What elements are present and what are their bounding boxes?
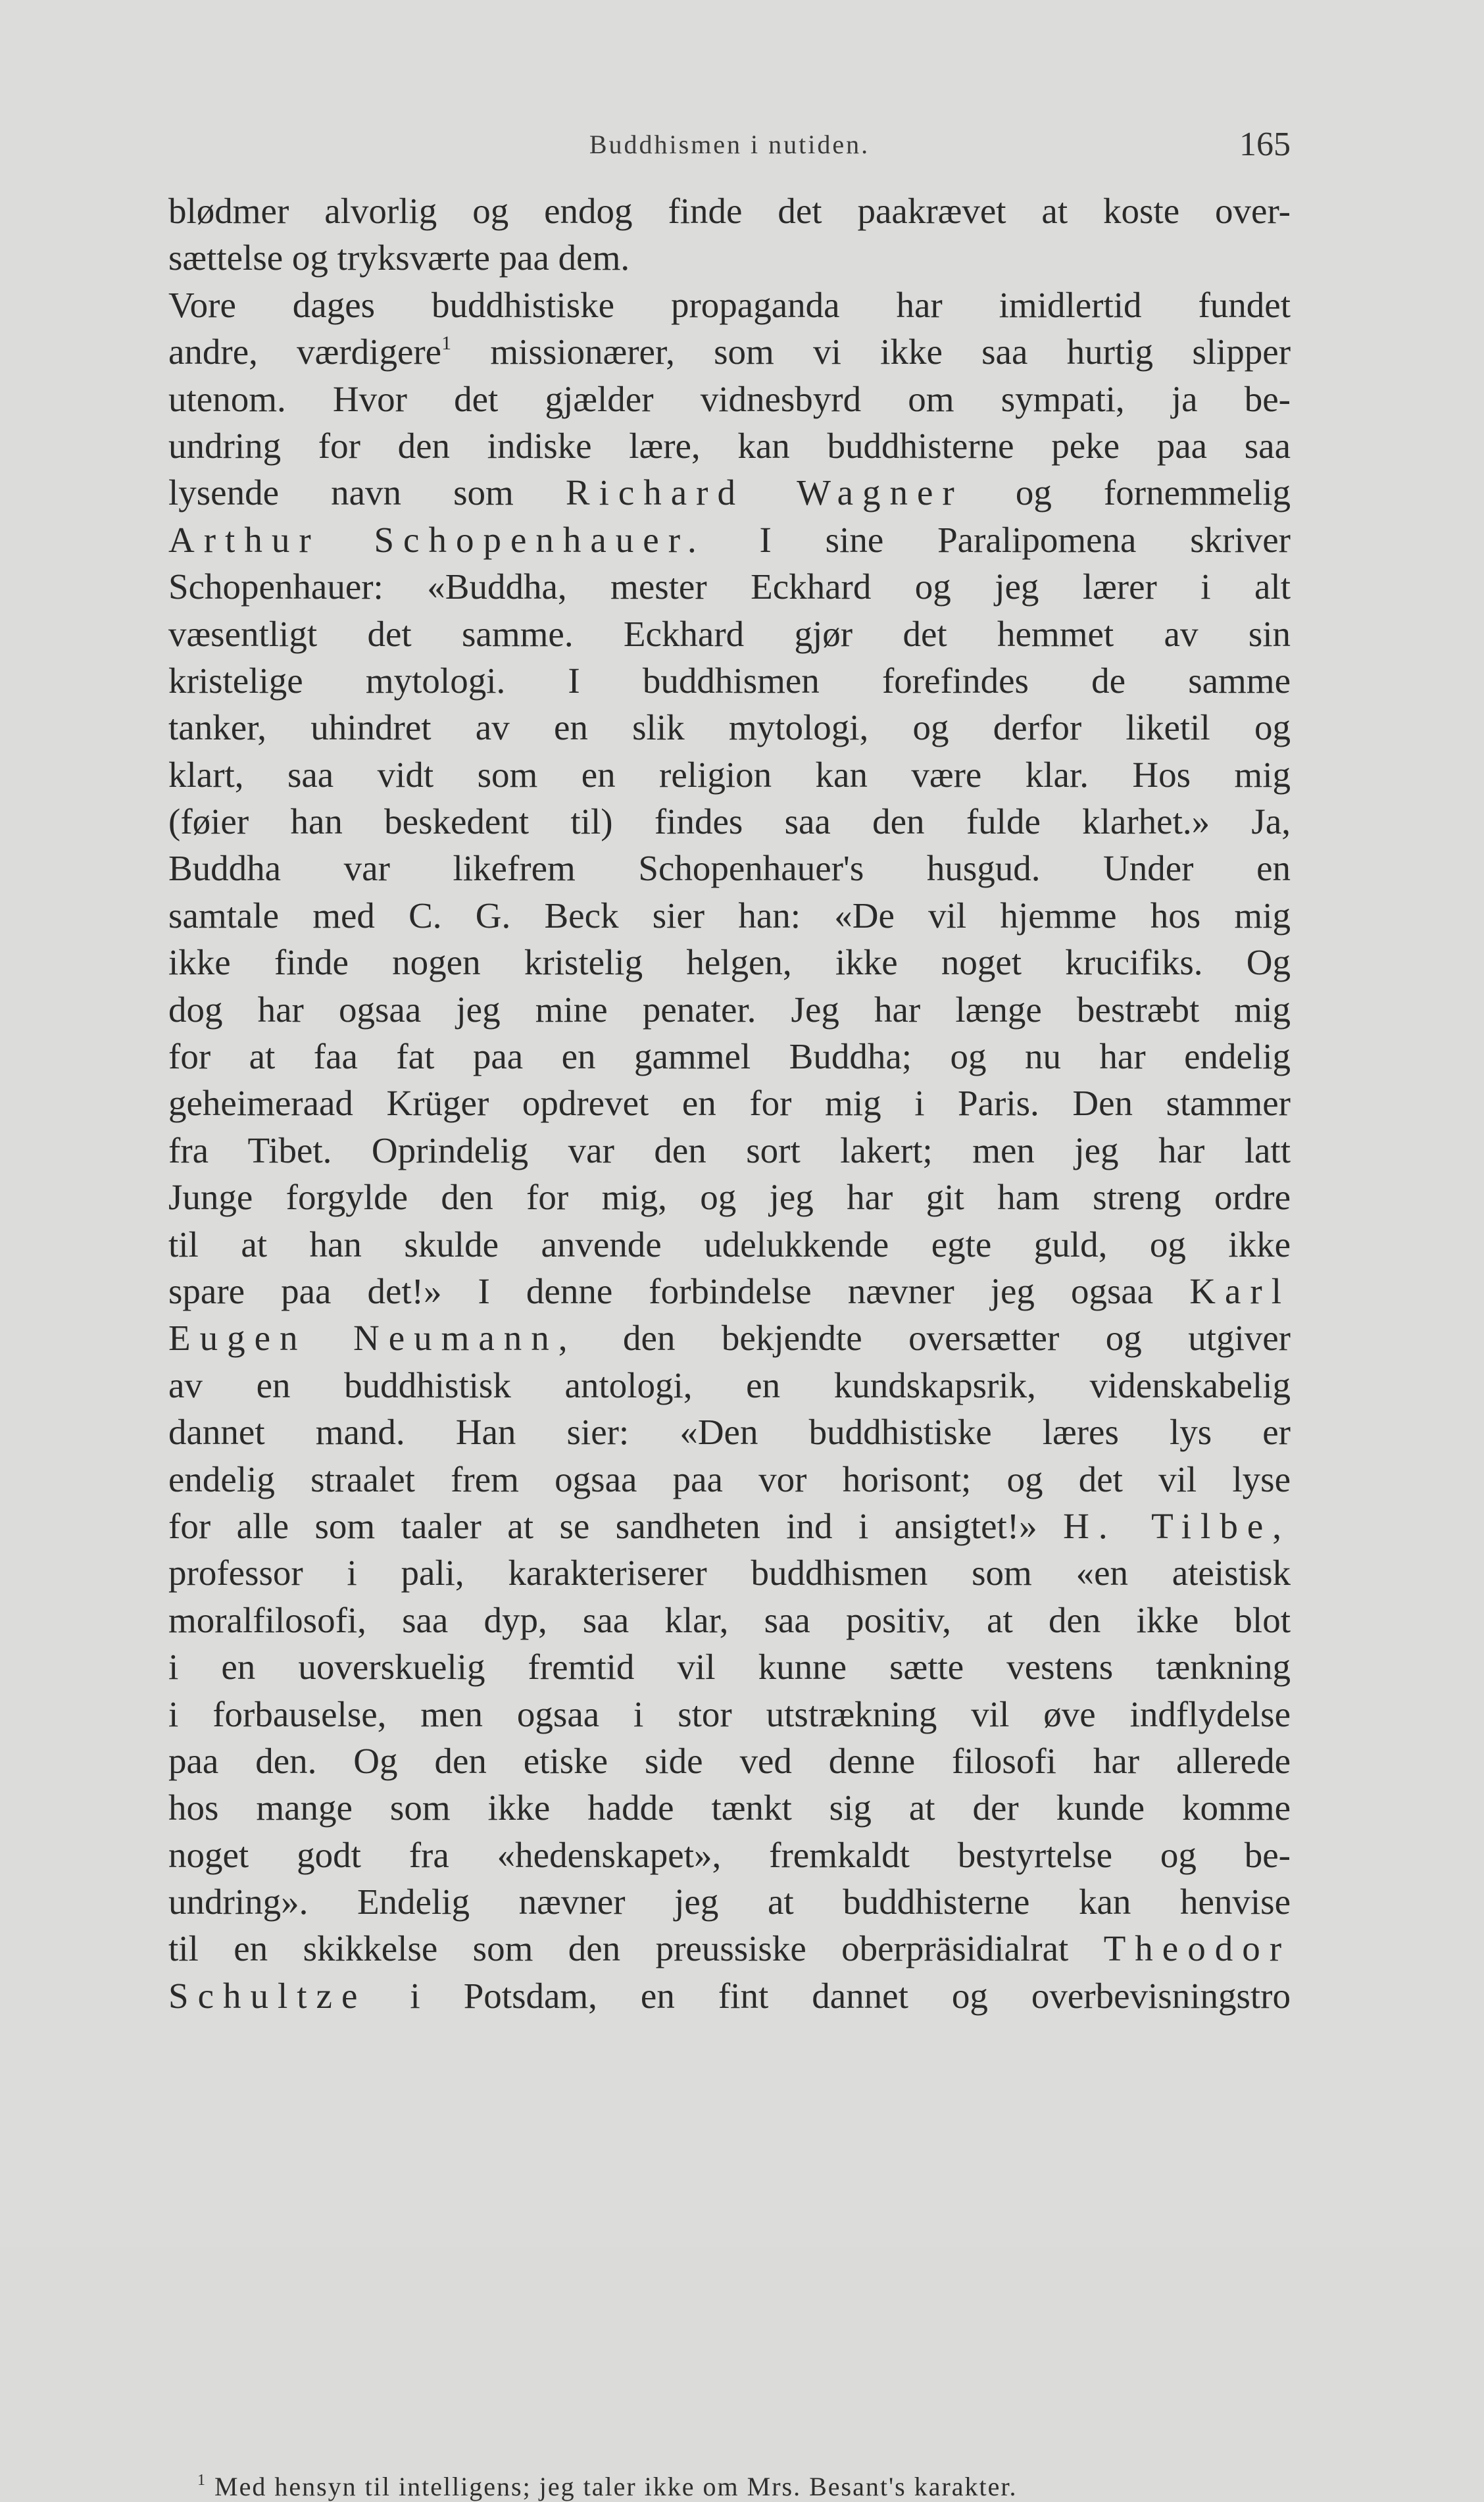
text-line: (føier han beskedent til) findes saa den fulde klarhet.» Ja, (168, 801, 1291, 842)
text-line: undring». Endelig nævner jeg at buddhisterne kan henvise (168, 1882, 1291, 1922)
spaced-name: Karl (1189, 1270, 1291, 1311)
text-line: Schopenhauer: «Buddha, mester Eckhard og jeg lærer i alt (168, 566, 1291, 607)
spaced-name: H. Tilbe, (1063, 1505, 1291, 1546)
text-line: ikke finde nogen kristelig helgen, ikke noget krucifiks. Og (168, 942, 1291, 983)
text-line: blødmer alvorlig og endog finde det paakrævet at koste over- (168, 191, 1291, 231)
text-line: paa den. Og den etiske side ved denne filosofi har allerede (168, 1740, 1291, 1781)
text-line: kristelige mytologi. I buddhismen forefindes de samme (168, 660, 1291, 701)
spaced-name: Neumann, (353, 1318, 577, 1359)
text-line: samtale med C. G. Beck sier han: «De vil hjemme hos mig (168, 895, 1291, 936)
footnote (197, 2471, 1018, 2502)
text-line: væsentligt det samme. Eckhard gjør det hemmet av sin (168, 613, 1291, 654)
text-line: fra Tibet. Oprindelig var den sort lakert; men jeg har latt (168, 1130, 1291, 1170)
text-line: Eugen Neumann, den bekjendte oversætter og utgiver (168, 1318, 1291, 1359)
text-line: dog har ogsaa jeg mine penater. Jeg har længe bestræbt mig (168, 989, 1291, 1030)
footnote-marker: 1 (441, 332, 452, 355)
spaced-name: Eugen (168, 1318, 307, 1359)
text-line: endelig straalet frem ogsaa paa vor horisont; og det vil lyse (168, 1459, 1291, 1499)
text-line: Buddha var likefrem Schopenhauer's husgud. Under en (168, 848, 1291, 889)
text-line: for alle som taaler at se sandheten ind i ansigtet!» H. Tilbe, (168, 1505, 1291, 1546)
spaced-name: Schultze (168, 1975, 367, 2016)
text-line: Arthur Schopenhauer. I sine Paralipomena skriver (168, 519, 1291, 560)
spaced-name: Arthur (168, 519, 320, 560)
text-line: Junge forgylde den for mig, og jeg har git ham streng ordre (168, 1177, 1291, 1218)
text-line: dannet mand. Han sier: «Den buddhistiske læres lys er (168, 1412, 1291, 1453)
text-line: sættelse og tryksværte paa dem. (168, 238, 630, 278)
text-line: noget godt fra «hedenskapet», fremkaldt bestyrtelse og be- (168, 1834, 1291, 1875)
text-line: av en buddhistisk antologi, en kundskapsrik, videnskabelig (168, 1364, 1291, 1405)
text-line: tanker, uhindret av en slik mytologi, og derfor liketil og (168, 707, 1291, 748)
footnote-marker: 1 (197, 2472, 207, 2489)
page-header (168, 125, 1291, 171)
text-line: klart, saa vidt som en religion kan være klar. Hos mig (168, 754, 1291, 795)
spaced-name: Schopenhauer. (374, 519, 706, 560)
text-line: spare paa det!» I denne forbindelse nævner jeg ogsaa Karl (168, 1270, 1291, 1311)
text-line: for at faa fat paa en gammel Buddha; og nu har endelig (168, 1036, 1291, 1077)
text-line: lysende navn som Richard Wagner og fornemmelig (168, 472, 1291, 513)
text-line: moralfilosofi, saa dyp, saa klar, saa positiv, at den ikke blot (168, 1599, 1291, 1640)
text-line: utenom. Hvor det gjælder vidnesbyrd om sympati, ja be- (168, 378, 1291, 419)
running-title: Buddhismen i nutiden. (589, 130, 870, 159)
text-line: til en skikkelse som den preussiske oberpräsidialrat Theodor (168, 1928, 1291, 1969)
spaced-name: Wagner (797, 472, 964, 513)
spaced-name: Theodor (1103, 1928, 1291, 1969)
text-line: andre, værdigere$^1$ missionærer, som vi ikke saa hurtig slipper (168, 332, 1291, 372)
text-line: geheimeraad Krüger opdrevet en for mig i Paris. Den stammer (168, 1083, 1291, 1124)
text-line: i forbauselse, men ogsaa i stor utstrækning vil øve indflydelse (168, 1693, 1291, 1734)
text-line: i en uoverskuelig fremtid vil kunne sætte vestens tænkning (168, 1647, 1291, 1688)
text-line: til at han skulde anvende udelukkende egte guld, og ikke (168, 1224, 1291, 1264)
footnote-text: Med hensyn til intelligens; jeg taler ikke om Mrs. Besant's karakter. (214, 2472, 1018, 2501)
body-text (168, 188, 1291, 2019)
text-line: hos mange som ikke hadde tænkt sig at der kunde komme (168, 1788, 1291, 1828)
text-line: Schultze i Potsdam, en fint dannet og overbevisningstro (168, 1975, 1291, 2016)
text-line: professor i pali, karakteriserer buddhismen som «en ateistisk (168, 1553, 1291, 1593)
page-number: 165 (1239, 126, 1291, 163)
text-line: undring for den indiske lære, kan buddhisterne peke paa saa (168, 425, 1291, 466)
spaced-name: Richard (565, 472, 745, 513)
text-line: Vore dages buddhistiske propaganda har imidlertid fundet (168, 284, 1291, 325)
